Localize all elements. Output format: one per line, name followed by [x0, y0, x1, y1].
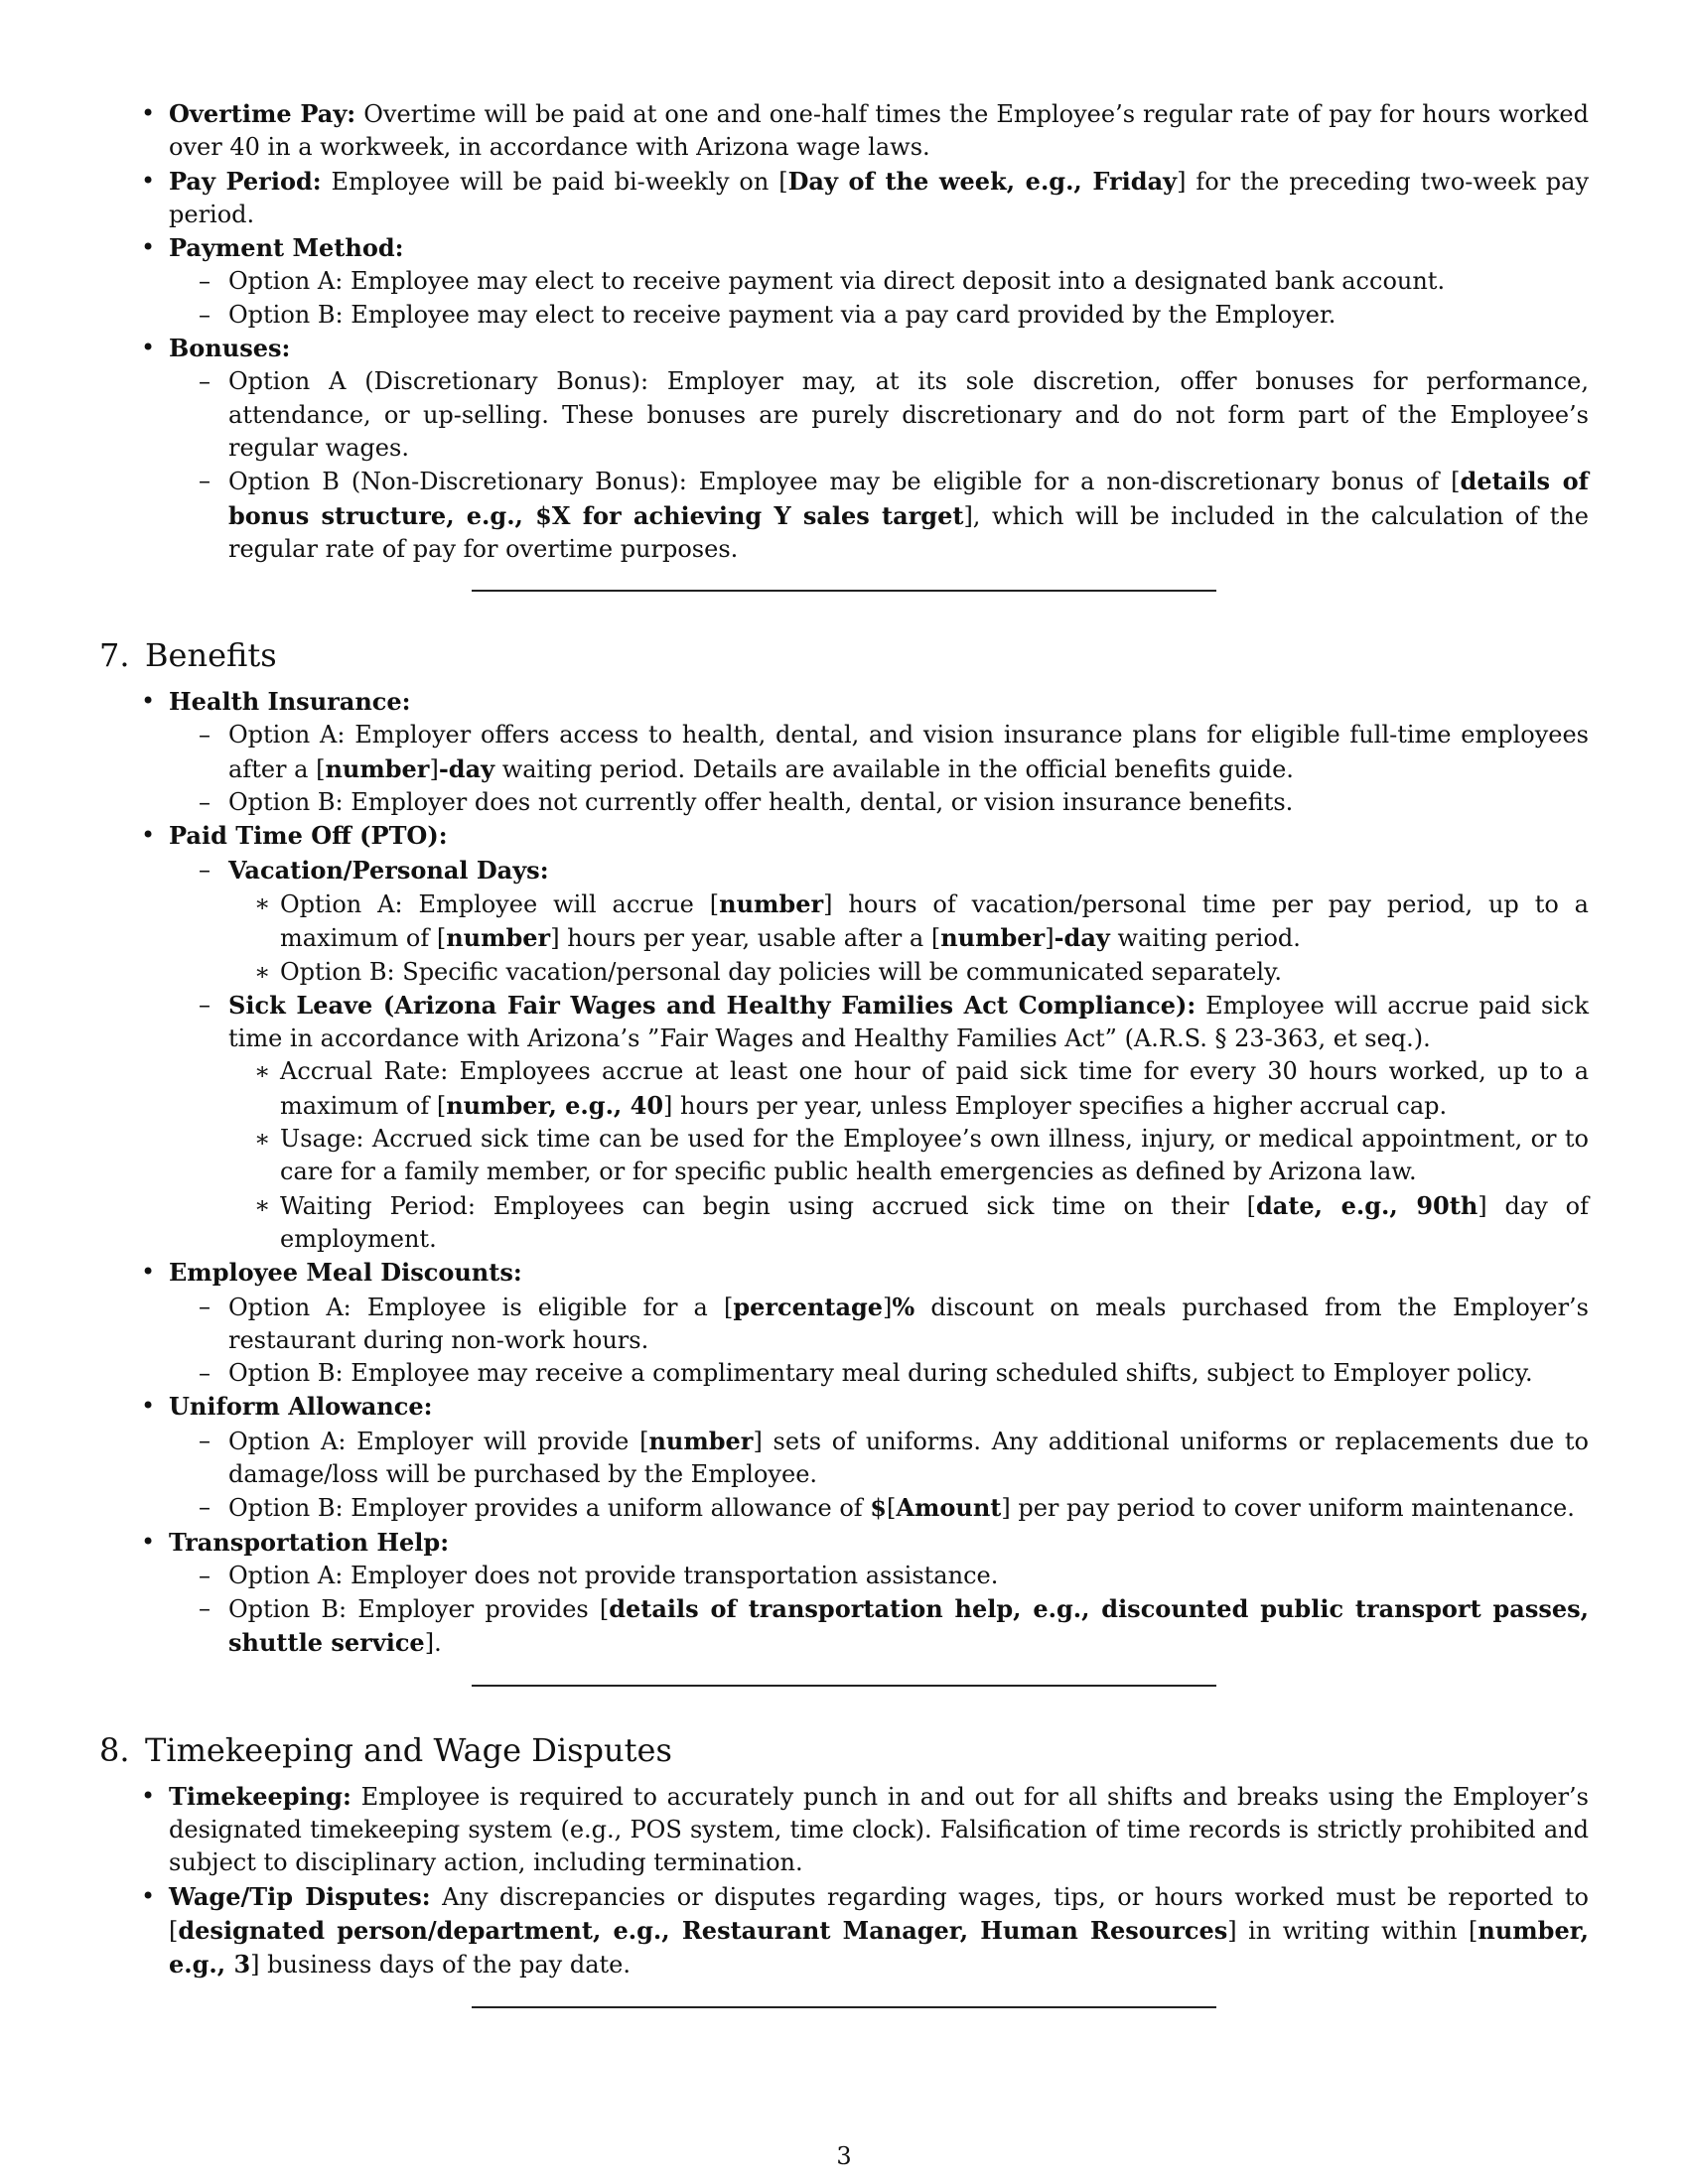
- list-item: – Option A (Discretionary Bonus): Employer may, at its sole discretion, offer bonuses for performance, attendance, or up-selling. These bonuses are purely discretionary and do not form part of the Employee’s regular wages.: [169, 365, 1589, 465]
- list-item: [169, 854, 1589, 989]
- list-item: [99, 685, 1589, 819]
- bonus-options: [169, 365, 1589, 566]
- list-item: ∗ Accrual Rate: Employees accrue at least one hour of paid sick time for every 30 hours worked, up to a maximum of [number, e.g., 40] hours per year, unless Employer specifies a higher accrual cap.: [228, 1055, 1589, 1123]
- timekeeping-label: Timekeeping:: [169, 1781, 352, 1811]
- document-page: [99, 97, 1589, 2008]
- uniform-allowance-label: Uniform Allowance:: [169, 1392, 433, 1422]
- list-item: – Option B: Employee may elect to receive payment via a pay card provided by the Employer.: [169, 299, 1589, 332]
- section-divider: [472, 1685, 1216, 1687]
- list-item: – Option A: Employer will provide [number] sets of uniforms. Any additional uniforms or replacements due to damage/loss will be purchased by the Employee.: [169, 1425, 1589, 1492]
- sick-leave-options: [228, 1055, 1589, 1256]
- list-item: – Option A: Employee may elect to receive payment via direct deposit into a designated bank account.: [169, 265, 1589, 298]
- vacation-options: [228, 887, 1589, 989]
- payment-method-options: [169, 265, 1589, 332]
- list-item: ∗ Waiting Period: Employees can begin using accrued sick time on their [date, e.g., 90th] day of employment.: [228, 1189, 1589, 1257]
- meal-discounts-label: Employee Meal Discounts:: [169, 1258, 522, 1288]
- list-item: – Option A: Employer offers access to health, dental, and vision insurance plans for eligible full-time employees after a [number]-day waiting period. Details are available in the official benefits guide.: [169, 719, 1589, 786]
- list-item: • Wage/Tip Disputes: Any discrepancies or disputes regarding wages, tips, or hours worked must be reported to [designated person/department, e.g., Restaurant Manager, Human Resources] in writing within [number, e.g., 3] business days of the pay date.: [99, 1880, 1589, 1982]
- list-item: [99, 1256, 1589, 1390]
- pto-options: [169, 854, 1589, 1257]
- uniform-options: [169, 1425, 1589, 1526]
- list-item: [99, 332, 1589, 566]
- list-item: ∗ Option A: Employee will accrue [number] hours of vacation/personal time per pay period, up to a maximum of [number] hours per year, usable after a [number]-day waiting period.: [228, 887, 1589, 956]
- section-heading-timekeeping: 8. Timekeeping and Wage Disputes: [99, 1730, 672, 1769]
- pay-list: [99, 97, 1589, 566]
- list-item: – Option B (Non-Discretionary Bonus): Employee may be eligible for a non-discretionary bonus of [details of bonus structure, e.g., $X for achieving Y sales target], which will be included in the calculation of the regular rate of pay for overtime purposes.: [169, 465, 1589, 566]
- list-item: [99, 819, 1589, 1256]
- list-item: – Option B: Employer provides [details of transportation help, e.g., discounted public transport passes, shuttle service].: [169, 1592, 1589, 1661]
- list-item: • Overtime Pay: Overtime will be paid at one and one-half times the Employee’s regular rate of pay for hours worked over 40 in a workweek, in accordance with Arizona wage laws.: [99, 97, 1589, 165]
- list-item: – Option A: Employer does not provide transportation assistance.: [169, 1560, 1589, 1592]
- list-item: [99, 231, 1589, 332]
- list-item: ∗ Option B: Specific vacation/personal day policies will be communicated separately.: [228, 956, 1589, 989]
- list-item: – Sick Leave (Arizona Fair Wages and Healthy Families Act Compliance): Employee will accrue paid sick time in accordance with Arizona’s ”Fair Wages and Healthy Families Act” (A.R.S. § 23-363, et seq.). ∗ Accrual Rate: Employees accrue at least one hour of paid sick time for every 30 hours worked, up to a maximum of [number, e.g., 40] hours per year, unless Employer specifies a higher accrual cap. ∗ Usage: Accrued sick time can be used for the Employee’s own illness, injury, or medical appointment, or to care for a family member, or for specific public health emergencies as defined by Arizona law. ∗ Waiting Period: Employees can begin using accrued sick time on their [date, e.g., 90th] day of employment.: [169, 989, 1589, 1256]
- pay-period-label: Pay Period:: [169, 166, 322, 196]
- list-item: • Pay Period: Employee will be paid bi-weekly on [Day of the week, e.g., Friday] for the preceding two-week pay period.: [99, 165, 1589, 232]
- list-item: • Timekeeping: Employee is required to accurately punch in and out for all shifts and breaks using the Employer’s designated timekeeping system (e.g., POS system, time clock). Falsification of time records is strictly prohibited and subject to disciplinary action, including termination.: [99, 1780, 1589, 1880]
- sick-leave-label: Sick Leave (Arizona Fair Wages and Healthy Families Act Compliance):: [228, 990, 1196, 1020]
- benefits-list: [99, 685, 1589, 1661]
- timekeeping-list: [99, 1780, 1589, 1982]
- list-item: – Option B: Employee may receive a complimentary meal during scheduled shifts, subject to Employer policy.: [169, 1357, 1589, 1390]
- list-item: [99, 1390, 1589, 1525]
- transportation-label: Transportation Help:: [169, 1527, 450, 1557]
- bonuses-label: Bonuses:: [169, 334, 291, 363]
- list-item: – Option A: Employee is eligible for a [percentage]% discount on meals purchased from the Employer’s restaurant during non-work hours.: [169, 1291, 1589, 1358]
- meal-options: [169, 1291, 1589, 1391]
- section-divider: [472, 2006, 1216, 2008]
- payment-method-label: Payment Method:: [169, 233, 404, 263]
- health-options: [169, 719, 1589, 819]
- section-heading-benefits: 7. Benefits: [99, 636, 277, 675]
- section-divider: [472, 590, 1216, 592]
- transportation-options: [169, 1560, 1589, 1661]
- list-item: – Option B: Employer does not currently offer health, dental, or vision insurance benefits.: [169, 786, 1589, 819]
- list-item: [99, 1526, 1589, 1661]
- wage-disputes-label: Wage/Tip Disputes:: [169, 1881, 431, 1911]
- vacation-label: Vacation/Personal Days:: [228, 855, 549, 885]
- list-item: ∗ Usage: Accrued sick time can be used for the Employee’s own illness, injury, or medical appointment, or to care for a family member, or for specific public health emergencies as defined by Arizona law.: [228, 1123, 1589, 1189]
- health-insurance-label: Health Insurance:: [169, 687, 411, 717]
- overtime-label: Overtime Pay:: [169, 99, 356, 128]
- pto-label: Paid Time Off (PTO):: [169, 821, 448, 851]
- page-number: 3: [836, 2142, 852, 2170]
- list-item: – Option B: Employer provides a uniform allowance of $[Amount] per pay period to cover uniform maintenance.: [169, 1491, 1589, 1525]
